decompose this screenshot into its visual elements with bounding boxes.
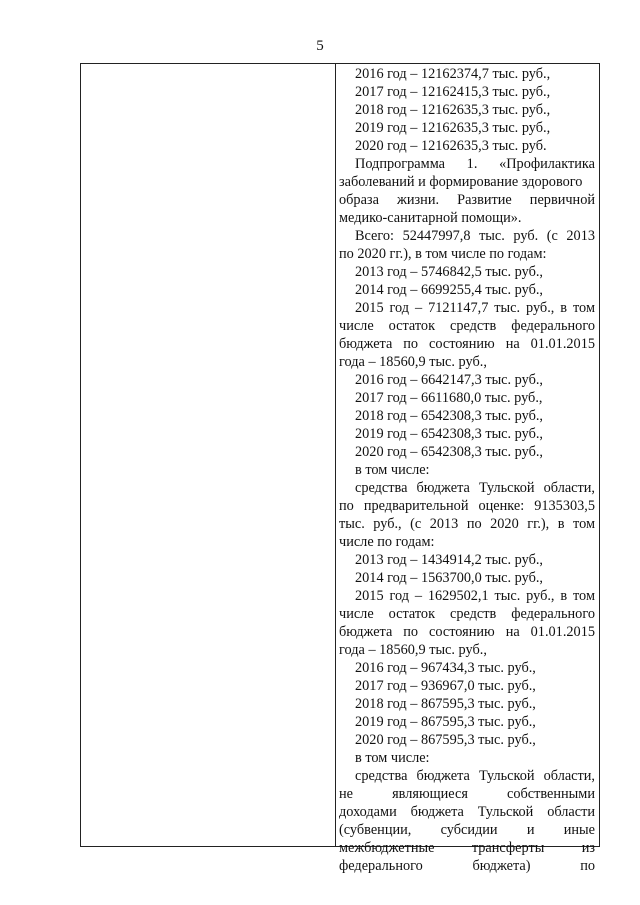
text-line: по 2020 гг.), в том числе по годам: (339, 246, 547, 262)
text-line: 2019 год – 867595,3 тыс. руб., (355, 714, 536, 730)
text-line: числе остаток средств федерального (339, 606, 595, 622)
text-line: 2020 год – 867595,3 тыс. руб., (355, 732, 536, 748)
text-line: 2016 год – 6642147,3 тыс. руб., (355, 372, 544, 388)
text-line: года – 18560,9 тыс. руб., (339, 354, 487, 370)
text-line: 2017 год – 936967,0 тыс. руб., (355, 678, 536, 694)
text-line: 2013 год – 5746842,5 тыс. руб., (355, 264, 544, 280)
text-line: 2014 год – 6699255,4 тыс. руб., (355, 282, 544, 298)
text-line: 2016 год – 967434,3 тыс. руб., (355, 660, 536, 676)
text-line: числе по годам: (339, 534, 435, 550)
text-line: федерального бюджета) по (339, 858, 595, 874)
text-line: тыс. руб., (с 2013 по 2020 гг.), в том (339, 516, 595, 532)
text-line: 2014 год – 1563700,0 тыс. руб., (355, 570, 544, 586)
text-line: Подпрограмма 1. «Профилактика (355, 156, 595, 172)
text-line: 2017 год – 6611680,0 тыс. руб., (355, 390, 543, 406)
text-line: медико-санитарной помощи». (339, 210, 522, 226)
text-line: 2015 год – 7121147,7 тыс. руб., в том (355, 300, 595, 316)
table-right-column (336, 64, 598, 874)
text-line: 2018 год – 6542308,3 тыс. руб., (355, 408, 544, 424)
text-line: 2018 год – 12162635,3 тыс. руб., (355, 102, 551, 118)
text-line: Всего: 52447997,8 тыс. руб. (с 2013 (355, 228, 595, 244)
text-line: 2019 год – 6542308,3 тыс. руб., (355, 426, 544, 442)
text-line: заболеваний и формирование здорового (339, 174, 583, 190)
text-line: в том числе: (355, 750, 430, 766)
text-line: 2020 год – 6542308,3 тыс. руб., (355, 444, 544, 460)
document-table (80, 63, 600, 874)
text-line: года – 18560,9 тыс. руб., (339, 642, 487, 658)
text-line: средства бюджета Тульской области, (355, 480, 595, 496)
text-line: бюджета по состоянию на 01.01.2015 (339, 624, 595, 640)
text-line: 2013 год – 1434914,2 тыс. руб., (355, 552, 544, 568)
text-line: не являющиеся собственными (339, 786, 595, 802)
text-line: 2017 год – 12162415,3 тыс. руб., (355, 84, 551, 100)
text-line: 2019 год – 12162635,3 тыс. руб., (355, 120, 551, 136)
text-line: образа жизни. Развитие первичной (339, 192, 595, 208)
text-line: (субвенции, субсидии и иные (339, 822, 595, 838)
text-line: числе остаток средств федерального (339, 318, 595, 334)
page-number: 5 (316, 38, 324, 54)
text-line: 2018 год – 867595,3 тыс. руб., (355, 696, 536, 712)
text-line: межбюджетные трансферты из (339, 840, 595, 856)
text-line: 2020 год – 12162635,3 тыс. руб. (355, 138, 547, 154)
text-line: 2015 год – 1629502,1 тыс. руб., в том (355, 588, 595, 604)
text-line: в том числе: (355, 462, 430, 478)
text-line: доходами бюджета Тульской области (339, 804, 595, 820)
text-line: бюджета по состоянию на 01.01.2015 (339, 336, 595, 352)
text-line: 2016 год – 12162374,7 тыс. руб., (355, 66, 551, 82)
text-line: по предварительной оценке: 9135303,5 (339, 498, 595, 514)
text-line: средства бюджета Тульской области, (355, 768, 595, 784)
